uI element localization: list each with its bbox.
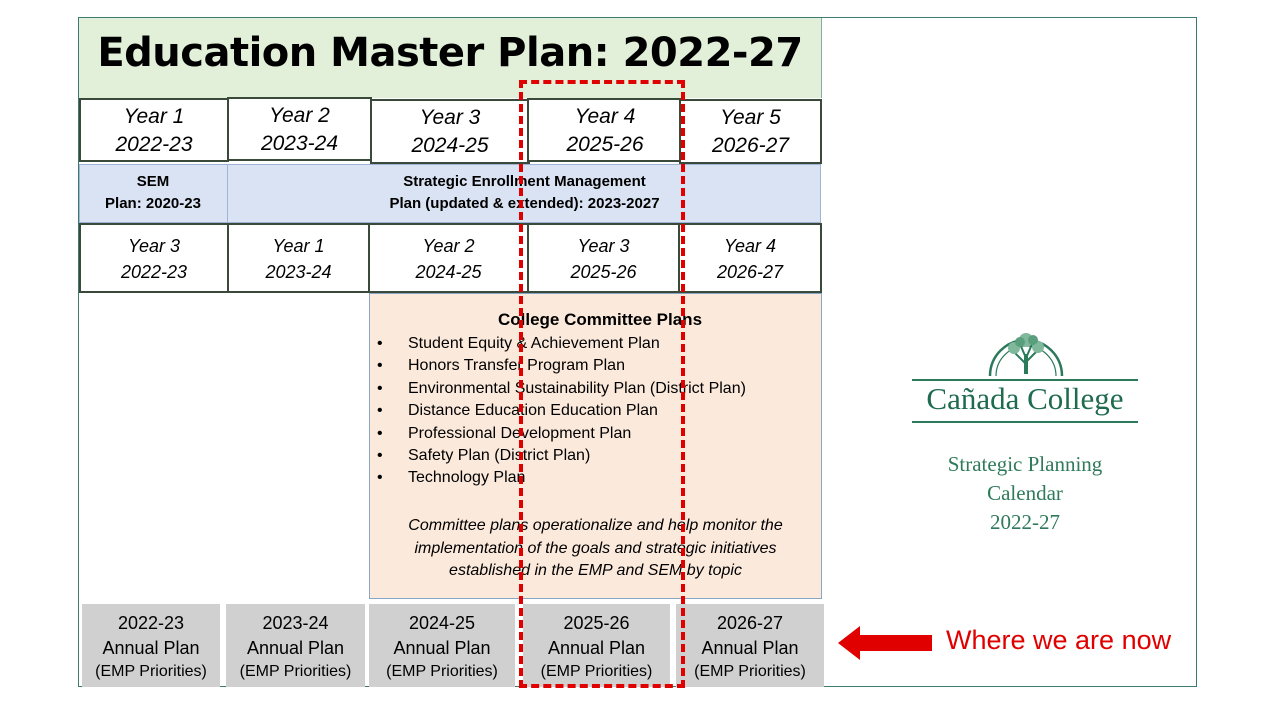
- sem-year-cell: [678, 223, 822, 293]
- annual-plan-year: 2024-25: [408, 613, 476, 633]
- plan-name: Distance Education Education Plan: [408, 402, 658, 420]
- calendar-line: Calendar: [987, 481, 1063, 505]
- year-label: Year 4: [723, 236, 777, 256]
- logo-underline: [912, 421, 1138, 423]
- annual-plan-box: [676, 604, 824, 687]
- emp-year-cell: [79, 98, 229, 162]
- left-arrow-icon: [838, 626, 934, 660]
- where-we-are-now-label: Where we are now: [946, 625, 1172, 655]
- note-line: implementation of the goals and strategic initiatives: [414, 539, 777, 557]
- bullet-icon: •: [377, 402, 383, 420]
- year-range: 2022-23: [120, 262, 188, 282]
- sem-year-cell: [368, 223, 529, 293]
- note-line: established in the EMP and SEM by topic: [449, 562, 742, 579]
- tree-logo-icon: [906, 318, 1146, 384]
- annual-plan-year: 2022-23: [117, 613, 185, 633]
- annual-plan-box: [226, 604, 365, 687]
- bullet-icon: •: [377, 357, 383, 375]
- plan-name: Professional Development Plan: [408, 424, 632, 442]
- sem-old-plan-label: [79, 164, 228, 223]
- plan-name: Honors Transfer Program Plan: [408, 357, 625, 375]
- year-label: Year 1: [272, 236, 325, 256]
- plan-name: Safety Plan (District Plan): [408, 447, 591, 465]
- year-range: 2023-24: [260, 132, 339, 155]
- bullet-icon: •: [377, 379, 383, 397]
- bullet-icon: •: [377, 447, 383, 465]
- year-range: 2023-24: [265, 262, 332, 282]
- calendar-line: 2022-27: [990, 510, 1060, 534]
- annual-plan-year: 2026-27: [716, 613, 784, 633]
- year-label: Year 2: [269, 104, 330, 127]
- annual-plan-label: Annual Plan: [701, 638, 799, 658]
- page-title: Education Master Plan: 2022-27: [97, 30, 803, 76]
- annual-plan-label: Annual Plan: [102, 638, 200, 658]
- annual-plan-box: [369, 604, 515, 687]
- annual-plan-label: Annual Plan: [547, 638, 646, 658]
- annual-plan-box: [82, 604, 220, 687]
- calendar-line: Strategic Planning: [947, 452, 1103, 476]
- year-range: 2024-25: [411, 134, 489, 157]
- year-range: 2025-26: [570, 262, 637, 282]
- year-label: Year 3: [577, 236, 630, 256]
- annual-plan-sub: (EMP Priorities): [386, 663, 498, 680]
- college-logo-name: Cañada College: [926, 381, 1124, 416]
- note-line: Committee plans operationalize and help monitor the: [408, 517, 783, 534]
- plan-name: Student Equity & Achievement Plan: [408, 335, 660, 352]
- year-label: Year 3: [419, 106, 481, 129]
- annual-plan-label: Annual Plan: [246, 638, 345, 658]
- sem-plan-title: Strategic Enrollment Management: [403, 173, 646, 190]
- bullet-icon: •: [377, 424, 383, 442]
- sem-year-cell: [79, 223, 229, 293]
- bullet-icon: •: [377, 335, 383, 352]
- annual-plan-sub: (EMP Priorities): [95, 663, 207, 680]
- year-label: Year 3: [127, 236, 181, 256]
- sem-label: SEM: [136, 173, 170, 190]
- emp-year-cell: [227, 97, 372, 161]
- annual-plan-sub: (EMP Priorities): [540, 663, 653, 680]
- sem-plan-range: Plan: 2020-23: [105, 195, 201, 212]
- annual-plan-sub: (EMP Priorities): [239, 663, 352, 680]
- emp-year-cell: [679, 99, 822, 164]
- year-range: 2026-27: [716, 262, 784, 282]
- year-range: 2026-27: [711, 134, 790, 157]
- committee-title: College Committee Plans: [497, 310, 703, 329]
- sem-year-cell: [227, 223, 370, 293]
- year-range: 2024-25: [415, 262, 482, 282]
- plan-name: Environmental Sustainability Plan (District Plan): [408, 379, 746, 397]
- annual-plan-year: 2023-24: [262, 613, 329, 633]
- current-year-highlight: [519, 80, 685, 688]
- year-label: Year 1: [123, 105, 185, 128]
- bullet-icon: •: [377, 469, 383, 487]
- sem-plan-subtitle: Plan (updated & extended): 2023-2027: [389, 195, 660, 212]
- year-label: Year 2: [422, 236, 475, 256]
- annual-plan-year: 2025-26: [563, 613, 630, 633]
- strategic-planning-calendar-title: [905, 450, 1145, 537]
- annual-plan-sub: (EMP Priorities): [694, 663, 806, 680]
- plan-name: Technology Plan: [408, 469, 526, 487]
- year-range: 2025-26: [566, 133, 644, 156]
- year-label: Year 4: [574, 105, 636, 128]
- year-label: Year 5: [720, 106, 781, 129]
- emp-year-cell: [370, 99, 530, 164]
- year-range: 2022-23: [115, 133, 193, 156]
- annual-plan-label: Annual Plan: [393, 638, 491, 658]
